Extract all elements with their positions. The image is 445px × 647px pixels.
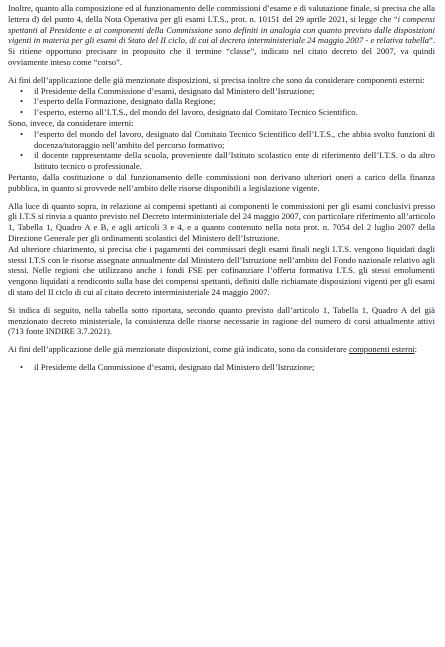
paragraph-external-reminder — [8, 344, 435, 355]
paragraph-text: Inoltre, quanto alla composizione ed al funzionamento delle commissioni d’esame e di valutazione finale, si precisa che alla lettera d) del punto 4, della Nota Operativa per gli esami I.T.S., prot. n. 10151 del 29 aprile 2021, si legge che “ — [8, 3, 435, 24]
paragraph-text: ”. Si ritiene opportuno precisare in proposito che il termine “classe”, indicato nel citato decreto del 2007, va quindi ovviamente inteso come “corso”. — [8, 35, 435, 67]
paragraph-text: Ai fini dell’applicazione delle già menzionate disposizioni, come già indicato, sono da considerare — [8, 344, 350, 355]
external-members-list — [8, 86, 435, 118]
paragraph-internal-intro: Sono, invece, da considerare interni: — [8, 117, 134, 128]
paragraph-compensation-reference: Alla luce di quanto sopra, in relazione ai compensi spettanti ai componenti le commissioni per gli esami conclusivi presso gli I.T.S si rinvia a quanto previsto nel Decreto interministeriale del 24 maggio 2007, con particolare riferimento all’articolo 1, Tabella 1, Quadro A e B, e agli articoli 3 e 4, e a quanto contenuto nella nota prot. n. 7054 del 2 luglio 2007 della Direzione Generale per gli ordinamenti scolastici del Ministero dell’Istruzione. — [8, 200, 435, 243]
paragraph-text: : — [414, 344, 418, 355]
list-item: • l’esperto del mondo del lavoro, designato dal Comitato Tecnico Scientifico dell’I.T.S., che abbia svolto funzioni di docenza/tutoraggio nell’ambito del percorso formativo; — [8, 129, 435, 151]
internal-members-list — [8, 129, 435, 172]
list-item: • l’esperto della Formazione, designato dalla Regione; — [8, 96, 435, 107]
paragraph-commission-composition — [8, 3, 435, 68]
paragraph-no-further-costs: Pertanto, dalla costituzione o dal funzionamento delle commissioni non derivano ulteriori oneri a carico della finanza pubblica, in quanto si provvede nell’ambito delle risorse disponibili a legislazione vigente. — [8, 171, 435, 193]
list-item: • il docente rappresentante della scuola, proveniente dall’Istituto scolastico ente di riferimento dell’I.T.S. o da altro Istituto tecnico o professionale. — [8, 150, 435, 172]
quoted-text-italic: i compensi spettanti al Presidente e ai componenti della Commissione sono definiti in analogia con quanto previsto dalle disposizioni vigenti in materia per gli esami di Stato del II ciclo, di cui al decreto interministeriale 24 maggio 2007 - e relativa tabella — [8, 13, 435, 46]
underlined-text: componenti esterni — [349, 344, 415, 355]
final-members-list — [8, 362, 435, 373]
paragraph-external-intro: Ai fini dell’applicazione delle già menzionate disposizioni, si precisa inoltre che sono da considerare componenti esterni: — [8, 74, 425, 85]
list-item: • l’esperto, esterno all’I.T.S., del mondo del lavoro, designato dal Comitato Tecnico Scientifico. — [8, 107, 435, 118]
list-item: • il Presidente della Commissione d’esami, designato dal Ministero dell’Istruzione; — [8, 362, 435, 373]
paragraph-payment-clarification: Ad ulteriore chiarimento, si precisa che i pagamenti dei commissari degli esami finali negli I.T.S. vengono liquidati dagli stessi I.T.S con le risorse assegnate annualmente dal Ministero dell’Istruzione nell’ambito del Fondo nazionale relativo agli stessi. Nelle regioni che utilizzano anche i fondi FSE per cofinanziare l’offerta formativa I.T.S. gli stessi emolumenti vengono liquidati a rendiconto sulla base dei compensi spettanti, definiti dalle richiamate disposizioni vigenti per gli esami di stato del II ciclo di cui al citato decreto interministeriale 24 maggio 2007. — [8, 243, 435, 297]
paragraph-table-intro: Si indica di seguito, nella tabella sotto riportata, secondo quanto previsto dall’articolo 1, Tabella 1, Quadro A del già menzionato decreto ministeriale, la consistenza delle risorse necessarie in ragione del numero di corsi attualmente attivi (713 fonte INDIRE 3.7.2021). — [8, 304, 435, 337]
list-item: • il Presidente della Commissione d’esami, designato dal Ministero dell’Istruzione; — [8, 86, 435, 97]
